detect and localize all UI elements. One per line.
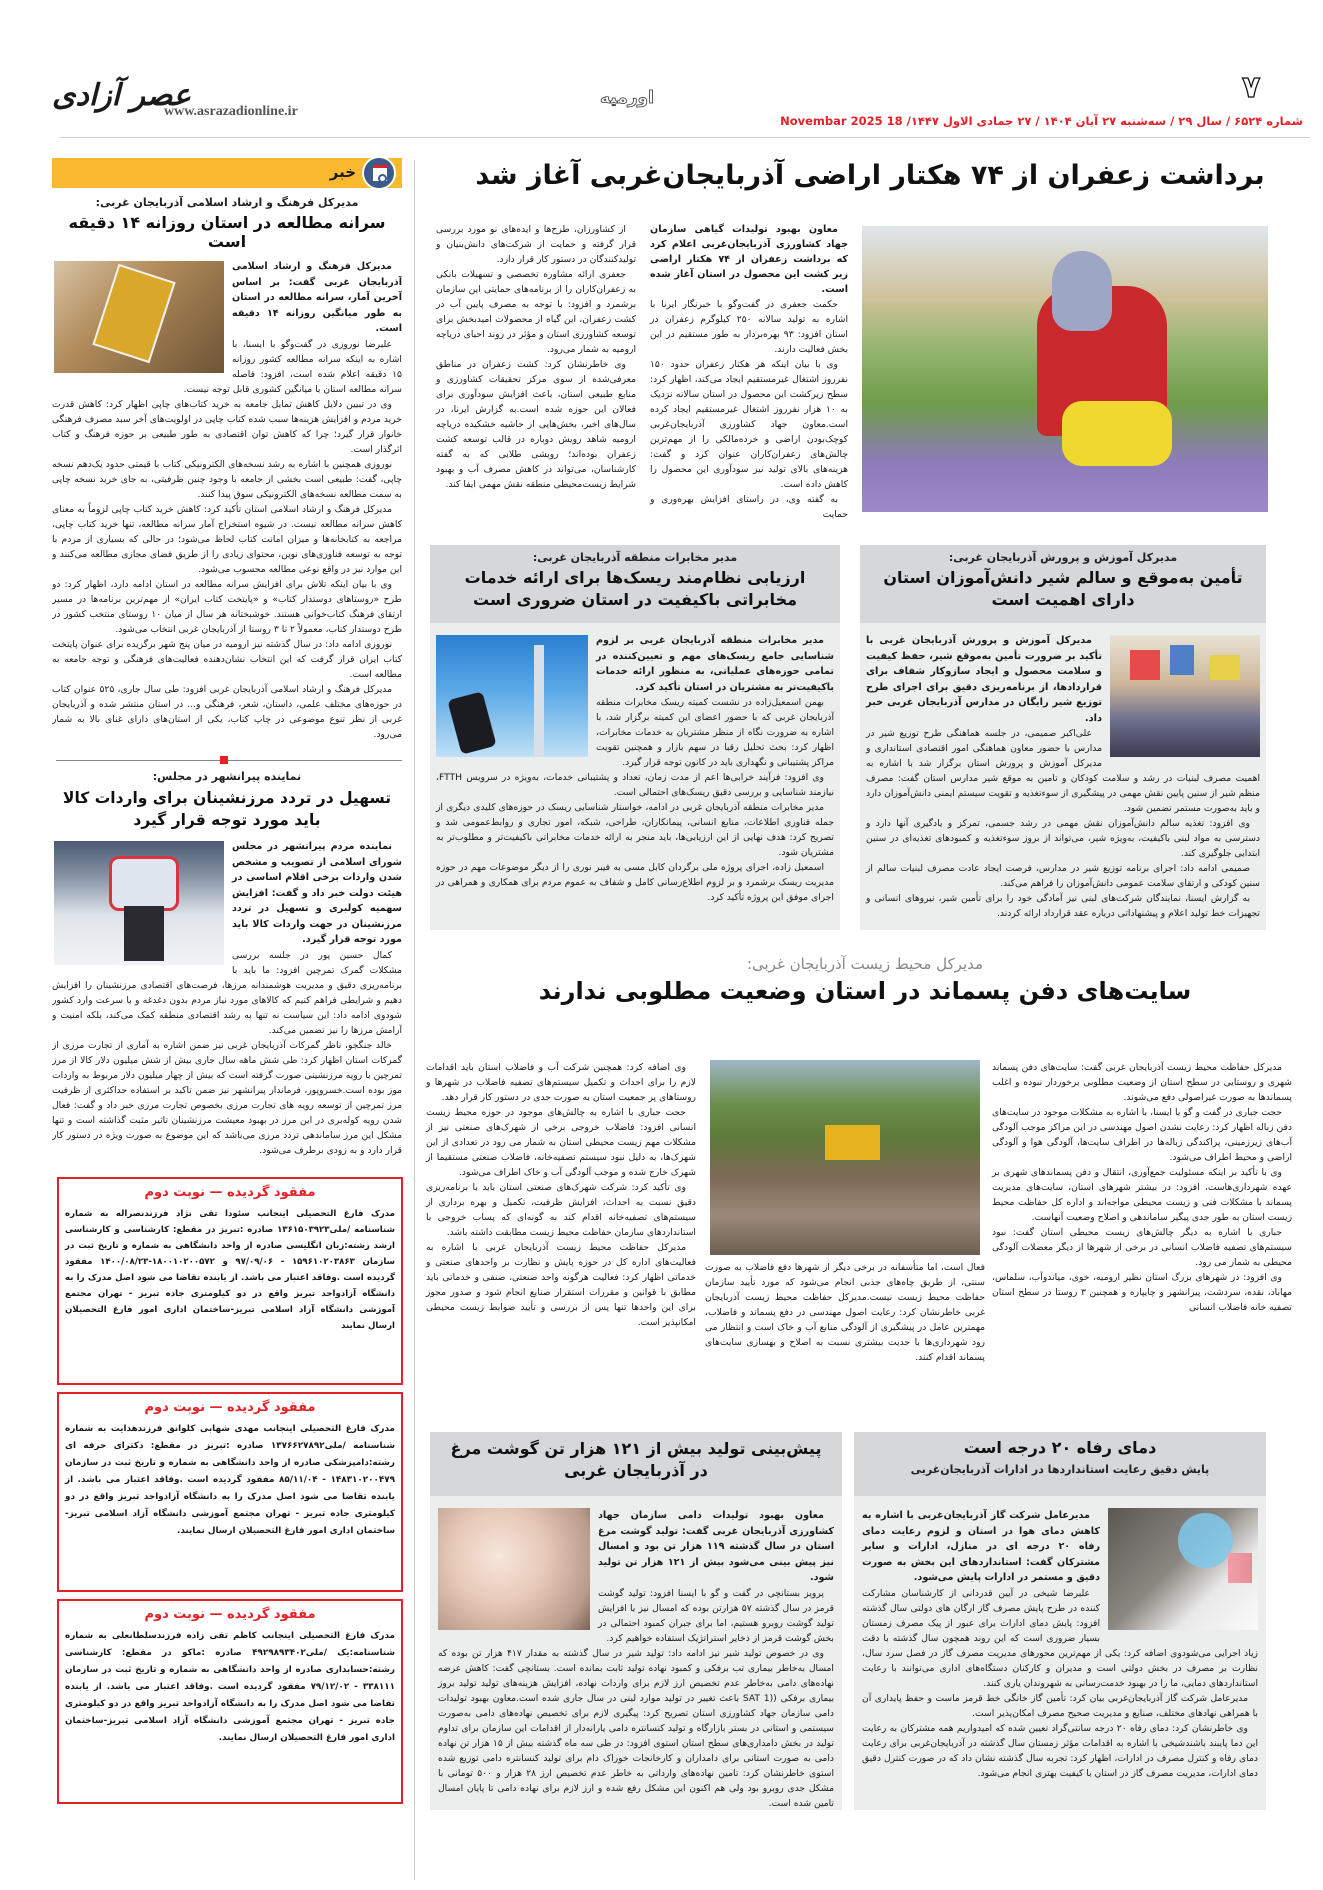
waste-article (420, 955, 1310, 1415)
ad-text: مدرک فارغ التحصیلی اینجانب سئودا تقی نژاد فرزندنصراله به شماره شناسنامه /ملی۱۳۶۱۵۰۳۹۲۳ صادره :تبریز در مقطع: کارشناسی و کارشناسی ارشد رشته:زبان انگلیسی صادره از واحد دانشگاهی به شماره و تاریخ ثبت در سازمان ۱۵۹۶۱۰۲۰۳۸۶۳ - ۹۷/۰۹/۰۶ و ۱۸۰۰۱۰۲۰۰۵۷۲-۱۴۰۰/۰۸/۲۳ مفقود گردیده است .وفاقد اعتبار می باشد. از یابنده تقاضا می شود اصل مدرک را به دانشگاه آزادواحد تبریز واقع در دو کیلومتری جاده تبریز - تهران مجتمع آموزشی دانشگاه آزاد اسلامی تبریز-ساختمان اداری امور فارغ التحصیلان ارسال نمایند (65, 1209, 395, 1331)
reading-paragraph: نوروزی همچنین با اشاره به رشد نسخه‌های الکترونیکی کتاب با قیمتی حدود یک‌دهم نسخه چاپی، گفت: طبیعی است بخشی از جامعه با وجود چنین ظرفیتی، به جای خرید نسخه چاپی به سمت مطالعه نسخه‌های الکترونیکی سوق پیدا کنند. (52, 458, 402, 500)
website-url[interactable]: www.asrazadionline.ir (164, 104, 298, 119)
section-title: اورمیه (600, 88, 654, 108)
lost-document-ad (57, 1392, 403, 1592)
milk-article (860, 545, 1266, 930)
heating-body (854, 1496, 1266, 1781)
milk-lead: مدیرکل آموزش و پرورش آذربایجان غربی با تأکید بر ضرورت تأمین به‌موقع شیر، حفظ کیفیت و سلامت محصول و ایجاد سازوکار شفاف برای قراردادها، از برنامه‌ریزی دقیق برای اجرای طرح توزیع شیر رایگان در مدارس آذربایجان غربی خبر داد. (866, 635, 1102, 724)
border-kicker: نماینده پیرانشهر در مجلس: (152, 770, 302, 783)
milk-header (860, 545, 1266, 623)
milk-body (860, 623, 1266, 921)
waste-paragraph: وی با تأکید بر اینکه مسئولیت جمع‌آوری، انتقال و دفن پسماندهای شهری بر عهده شهرداری‌هاست، افزود: در بیشتر شهرهای استان، سایت‌های مدیریت پسماند با مشکلات فنی و زیست محیطی مواجه‌اند و اداره کل حفاظت محیط زیست استان به طور جدی پیگیر ساماندهی و اصلاح وضعیت آنهاست. (992, 1167, 1292, 1223)
saffron-photo (862, 226, 1268, 512)
heating-subhead: پایش دقیق رعایت استانداردها در ادارات آذربایجان‌غربی (910, 1463, 1210, 1476)
news-band (52, 158, 402, 188)
ad-text: مدرک فارغ التحصیلی اینجانب کاظم تقی زاده فرزندسلطانعلی به شماره شناسنامه:یک /ملی۴۹۲۹۸۹۳۴۰۲ صادره :ماکو در مقطع: کارشناسی رشته:حسابداری صادره از واحد دانشگاهی به شماره و تاریخ ثبت در سازمان ۳۳۸۱۱۱ - ۷۹/۱۲/۰۲ مفقود گردیده است .وفاقد اعتبار می باشد. از یابنده تقاضا می شود اصل مدرک را به دانشگاه آزادواحد تبریز واقع در دو کیلومتری جاده تبریز - تهران مجتمع آموزشی دانشگاه آزاد اسلامی تبریز-ساختمان اداری امور فارغ التحصیلان ارسال نمایند. (65, 1631, 395, 1743)
border-paragraph: کمال حسین پور در جلسه بررسی مشکلات گمرک تمرچین افزود: ما باید با برنامه‌ریزی دقیق و مدیریت هوشمندانه مرزها، فرصت‌های اقتصادی مرزنشینان را افزایش دهیم و شرایطی فراهم کنیم که کالاهای مورد نیاز مردم بدون دغدغه و با سرعت وارد کشور شودوی ادامه داد: این سیاست نه تنها به رشد اقتصادی منطقه کمک می‌کند، بلکه امنیت و آرامش مرزها را نیز تضمین می‌کند. (52, 949, 402, 1036)
saffron-lead: معاون بهبود تولیدات گیاهی سازمان جهاد کشاورزی آذربایجان‌غربی اعلام کرد که برداشت زعفران از ۷۴ هکتار اراضی زیر کشت این محصول در استان آغاز شده است. (650, 224, 848, 295)
waste-paragraph: حجت جباری در گفت و گو با ایسنا، با اشاره به مشکلات موجود در سایت‌های دفن زباله اظهار کرد: رعایت نشدن اصول مهندسی در این مراکز موجب آلودگی آب‌های زیرزمینی، پراکندگی زباله‌ها در اطراف سایت‌ها، آلودگی هوا و آلودگی اراضی و محیط اطراف می‌شود. (992, 1107, 1292, 1163)
reading-paragraph: مدیرکل فرهنگ و ارشاد اسلامی استان تأکید کرد: کاهش خرید کتاب چاپی لزوماً به معنای کاهش سرانه مطالعه نیست. در شیوه استخراج آمار سرانه مطالعه، تنها خرید کتاب چاپی، مراجعه به کتابخانه‌ها و میزان امانت کتاب لحاظ می‌شود؛ در حالی که بسیاری از مردم با توجه به توسعه فناوری‌های نوین، محتوای زیادی را از طریق فضای مجازی مطالعه می‌کنند و این موارد نیز در واقع نوعی مطالعه محسوب می‌شود. (52, 503, 402, 575)
chicken-photo (438, 1508, 590, 1630)
heating-paragraph: علیرضا شیخی در آیین قدردانی از کارشناسان مشارکت کننده در طرح پایش مصرف گاز ارگان های دولتی سال گذشته افزود: پایش دمای ادارات برای عبور از پیک مصرف زمستان بسیار ضروری است که این روند همچون سال گذشته با دقت زیاد اجرایی می‌شودوی اضافه کرد: یکی از مهم‌ترین محورهای مدیریت مصرف گاز در فصل سرد سال، نظارت بر مصرف در بخش دولتی است و مدیران و کارکنان دستگاه‌های اداری می‌توانند با رعایت استانداردهای دمایی، ما را در بهبود خدمت‌رسانی به شهروندان یاری کنند. (862, 1587, 1258, 1689)
poultry-headline: پیش‌بینی تولید بیش از ۱۲۱ هزار تن گوشت مرغ در آذربایجان غربی (450, 1439, 822, 1480)
waste-col-right (992, 1060, 1292, 1315)
waste-paragraph: وی افزود: در شهرهای بزرگ استان نظیر ارومیه، خوی، میاندوآب، سلماس، مهاباد، نقده، سردشت، پیرانشهر و چایپاره و همچنین ۳ روستا در سطح استان تصفیه خانه فاضلاب انسانی (992, 1272, 1292, 1313)
poultry-paragraph: وی در خصوص تولید شیر نیز ادامه داد: تولید شیر در سال گذشته به مقدار ۴۱۷ هزار تن بوده که امسال به‌خاطر بیماری تب برفکی و کمبود نهاده تولید ثابت بمانده است. بستانچی گفت: کاهش عرضه نهاده‌های دامی به‌خاطر عدم تخصیص ارز لازم برای واردات نهاده، افزایش هزینه‌های تولید تولید بروز بیماری برفکی ((SAT 1 باعث تغییر در تولید موارد لبنی در سال جاری شده است.معاون بهبود تولیدات دامی سازمان جهاد کشاورزی استان تصریح کرد: پیگیری لازم برای تخصیص نهاده‌های دامی به‌صورت سیستمی و استانی در بستر بازارگاه و تولید کنسانتره دامی یارانه‌دار از اقدامات این سازمان برای تداوم تولید در بخش دامداری‌های سطح استان استوی افزود: در طی سه ماه گذشته بیش از ۱۵ هزار تن نهاده دامی به صورت استانی برای دامداران و کارخانجات خوراک دام برای تولید کنسانتره دامی توزیع شده استوی خاطرنشان کرد: تامین نهاده‌های وارداتی به خاطر عدم تخصیص ارز ۲۸ هزار و ۵۰۰ تومانی با مشکل جدی روبرو بود ولی هم اکنون این مشکل رفع شده و ارز لازم برای نهاده دامی تا پایان امسال تامین شده است. (438, 1647, 835, 1809)
milk-headline: تأمین به‌موقع و سالم شیر دانش‌آموزان استان دارای اهمیت است (883, 568, 1243, 609)
telecom-article (430, 545, 840, 930)
ad-title: مفقود گردیده — نوبت دوم (101, 1185, 358, 1200)
poultry-header (430, 1432, 842, 1496)
heating-header (854, 1432, 1266, 1496)
lost-document-ad (57, 1599, 403, 1804)
waste-kicker: مدیرکل محیط زیست آذربایجان غربی: (746, 955, 984, 973)
radiator-photo (1108, 1508, 1258, 1630)
saffron-paragraph: وی با بیان اینکه هر هکتار زعفران حدود ۱۵۰ نفرروز اشتغال غیرمستقیم ایجاد می‌کند، اظهار کرد: سطح زیرکشت این محصول در استان سالانه نزدیک به ۱۰ هزار نفرروز اشتغال غیرمستقیم ایجاد کرده است.معاون جهاد کشاورزی آذربایجان‌غربی کوچک‌بودن اراضی و خرده‌مالکی را از مهم‌ترین چالش‌های زعفران‌کاران عنوان کرد و گفت: هزینه‌های بالای تولید نیز سودآوری این محصول را کاهش داده است. (650, 359, 848, 490)
telecom-lead: مدیر مخابرات منطقه آذربایجان غربی بر لزوم شناسایی جامع ریسک‌های مهم و تعیین‌کننده در تمامی حوزه‌های عملیاتی، به منظور ارائه خدمات باکیفیت‌تر به مشتریان در استان تأکید کرد. (596, 635, 834, 693)
milk-paragraph: به گزارش ایسنا، نمایندگان شرکت‌های لبنی نیز آمادگی خود را برای تأمین شیر، نیروهای انسانی و تجهیزات خط تولید اعلام و پیشنهاداتی درباره عقد قرارداد ارائه کردند. (866, 893, 1260, 919)
waste-col-left (426, 1060, 696, 1330)
heating-paragraph: مدیرعامل شرکت گاز آذربایجان‌غربی بیان کرد: تأمین گاز خانگی خط قرمز ماست و حفظ پایداری آن با همراهی نهادهای مختلف، صنایع و مدیریت صحیح مصرف امکان‌پذیر است. (862, 1692, 1258, 1719)
border-article (52, 770, 402, 1170)
saffron-paragraph: به گفته وی، در راستای افزایش بهره‌وری و حمایت (650, 494, 848, 520)
section-marker (220, 756, 228, 764)
telecom-paragraph: وی افزود: فرآیند خرابی‌ها اعم از مدت زمان، تعداد و پشتیبانی خدمات، به‌ویژه در سرویس FTTH، نیازمند شناسایی و بررسی دقیق ریسک‌های احتمالی است. (436, 772, 834, 798)
ad-text: مدرک فارغ التحصیلی اینجانب مهدی شهابی کلوانق فرزندهدایت به شماره شناسنامه /ملی۱۳۷۶۶۲۷۸۹۲ صادره :تبریز در مقطع: دکترای حرفه ای رشته:دامپزشکی صادره از واحد دانشگاهی به شماره و تاریخ ثبت در سازمان ۱۴۸۳۱۰۲۰۰۴۷۹ - ۸۵/۱۱/۰۴ مفقود گردیده است .وفاقد اعتبار می باشد. از یابنده تقاضا می شود اصل مدرک را به دانشگاه آزادواحد تبریز واقع در دو کیلومتری جاده تبریز - تهران مجتمع آموزشی دانشگاه آزاد اسلامی تبریز-ساختمان اداری امور فارغ التحصیلان ارسال نمایند. (65, 1424, 395, 1536)
telecom-kicker: مدیر مخابرات منطقه آذربایجان غربی: (532, 551, 738, 564)
telecom-headline: ارزیابی نظام‌مند ریسک‌ها برای ارائه خدمات مخابراتی باکیفیت در استان ضروری است (464, 568, 806, 609)
reading-paragraph: نوروزی ادامه داد: در سال گذشته نیز ارومیه در میان پنج شهر برگزیده برای عنوان پایتخت کتاب ایران قرار گرفت که این انتخاب نشان‌دهنده فعالیت‌های فرهنگی و توجه جامعه به مطالعه است. (52, 638, 402, 680)
landfill-photo (710, 1060, 980, 1255)
waste-paragraph: مدیرکل حفاظت محیط زیست آذربایجان غربی گفت: سایت‌های دفن پسماند شهری و روستایی در سطح استان از وضعیت مطلوبی برخوردار نبوده و اغلب پسماندها به صورت غیراصولی دفع می‌شوند. (992, 1062, 1292, 1103)
waste-paragraph: وی اضافه کرد: همچنین شرکت آب و فاضلاب استان باید اقدامات لازم را برای احداث و تکمیل سیستم‌های تصفیه فاضلاب در شهرها و روستاهای پر جمعیت استان به صورت جدی در دستور کار قرار دهد. (426, 1062, 696, 1103)
reading-kicker: مدیرکل فرهنگ و ارشاد اسلامی آذربایجان غربی: (95, 196, 359, 209)
waste-headline: سایت‌های دفن پسماند در استان وضعیت مطلوبی ندارند (538, 977, 1192, 1005)
masthead-divider (60, 137, 1310, 138)
saffron-paragraph: جعفری ارائه مشاوره تخصصی و تسهیلات بانکی به زعفران‌کاران را از برنامه‌های حمایتی این سازمان برشمرد و افزود: با توجه به مصرف پایین آب در کشت زعفران، این گیاه از محصولات امیدبخش برای توسعه کشاورزی استان و مؤثر در روند احیای دریاچه ارومیه به شمار می‌رود. (436, 269, 636, 355)
milk-photo (1110, 635, 1260, 757)
saffron-col1 (650, 222, 848, 522)
milk-paragraph: علی‌اکبر صمیمی، در جلسه هماهنگی طرح توزیع شیر در مدارس با حضور معاون هماهنگی امور اقتصادی استانداری و مدیرکل آموزش و پرورش استان برگزار شد با اشاره به اهمیت مصرف لبنیات در رشد و سلامت کودکان و تامین به موقع شیر مدارس استان گفت: مصرف منظم شیر از سنین پایین نقش مهمی در پیشگیری از سوءتغذیه و تقویت سیستم ایمنی دانش‌آموزان دارد و باید به‌صورت مستمر تضمین شود. (866, 728, 1260, 814)
border-lead: نماینده مردم پیرانشهر در مجلس شورای اسلامی از تصویب و مشخص شدن واردات برخی اقلام اساسی در هیئت دولت خبر داد و گفت: افزایش سهمیه کولبری و تسهیل در تردد مرزنشینان در جهت واردات کالا باید مورد توجه قرار گیرد. (232, 841, 402, 945)
reading-paragraph: علیرضا نوروزی در گفت‌وگو با ایسنا، با اشاره به اینکه سرانه مطالعه کشور روزانه ۱۵ دقیقه اعلام شده است، افزود: فاصله سرانه مطالعه استان با میانگین کشوری قابل توجه نیست. (183, 338, 402, 395)
telecom-body (430, 623, 840, 905)
telecom-paragraph: مدیر مخابرات منطقه آذربایجان غربی در ادامه، خواستار شناسایی ریسک در حوزه‌های کلیدی دیگری از جمله فناوری اطلاعات، منابع انسانی، پیمانکاران، طراحی، شبکه، امور تجاری و روابط‌عمومی شد و تصریح کرد: هدف نهایی از این ارزیابی‌ها، باید منجر به ارائه خدمات مخابراتی باکیفیت‌تر و مطلوب‌تر به مشتریان شود. (436, 802, 834, 858)
column-divider (414, 160, 415, 1880)
telecom-paragraph: اسمعیل زاده، اجرای پروژه ملی برگردان کابل مسی به فیبر نوری را از دیگر موضوعات مهم در حوزه مدیریت ریسک برشمرد و بر لزوم اطلاع‌رسانی کامل و شفاف به عموم مردم برای همکاری و همراهی در اجرای موفق این پروژه تأکید کرد. (436, 862, 834, 903)
reading-article (52, 196, 402, 751)
saffron-paragraph: از کشاورزان، طرح‌ها و ایده‌های نو مورد بررسی قرار گرفته و حمایت از شرکت‌های دانش‌بنیان و تولیدکنندگان در دستور کار قرار دارد. (436, 224, 636, 265)
news-band-label: خبر (329, 163, 356, 181)
border-paragraph: خالد جنگجو، ناظر گمرکات آذربایجان غربی نیز ضمن اشاره به آماری از تجارت مرزی از گمرکات استان اظهار کرد: طی شش ماهه سال جاری بیش از شش میلیون دلار کالا از مرز تمرچین با رویه مرزنشینی صورت گرفته است که بیش از چهار میلیون دلار مربوط به واردات موز بوده است.خسروپور، فرماندار پیرانشهر نیز ضمن تاکید بر استفاده حداکثری از ظرفیت مرز تمرچین از توسعه رویه های تجارت مرزی بخصوص تجارت مرزی خبر داد و گفت: فعال شدن رویه کوله‌بری در این مرز در بهبود معیشت مرزنشینان تاثیر مثبت گذاشته است و تنها مشکل این مرز ساماندهی تردد مرزی می‌باشد که این موضوع به صورت ویژه در دستور کار قرار دارد و به زودی برطرف می‌شود. (52, 1039, 402, 1156)
waste-paragraph: مدیرکل حفاظت محیط زیست آذربایجان غربی با اشاره به فعالیت‌های اداره کل در حوزه پایش و نظارت بر واحدهای صنعتی و خدماتی اظهار کرد: فعالیت هرگونه واحد صنعتی، صنفی و خدماتی باید مطابق با قوانین و مقررات استقرار صنایع انجام شود و صدور مجوز برای این واحدها تنها پس از بررسی و تأیید ضوابط زیست محیطی امکانپذیر است. (426, 1242, 696, 1328)
saffron-article (430, 150, 1310, 540)
heating-lead: مدیرعامل شرکت گاز آذربایجان‌غربی با اشاره به کاهش دمای هوا در استان و لزوم رعایت دمای رفاه ۲۰ درجه ای در منازل، ادارات و سایر مشترکان گفت: استانداردهای این بخش به صورت دقیق و مستمر در ادارات پایش می‌شود. (862, 1510, 1100, 1583)
masthead (0, 0, 1323, 140)
waste-paragraph: حجت جباری با اشاره به چالش‌های موجود در حوزه محیط زیست انسانی افزود: فاضلاب خروجی برخی از شهرک‌های صنعتی نیز از مشکلات مهم زیست محیطی استان به شمار می رود در تعدادی از این شهرک‌ها، به دلیل نبود سیستم تصفیه‌خانه، فاضلاب صنعتی مستقیما از شهرک خارج شده و موجب آلودگی آب و خاک اطراف می‌شود. (426, 1107, 696, 1178)
poultry-article (430, 1432, 842, 1810)
saffron-paragraph: حکمت جعفری در گفت‌وگو با خبرنگار ایرنا با اشاره به تولید سالانه ۲۵۰ کیلوگرم زعفران در استان افزود: ۹۳ بهره‌بردار به طور مستقیم در این بخش فعالیت دارند. (650, 299, 848, 355)
section-divider (56, 760, 402, 761)
heating-headline: دمای رفاه ۲۰ درجه است (963, 1438, 1157, 1457)
milk-paragraph: صمیمی ادامه داد: اجرای برنامه توزیع شیر در مدارس، فرصت ایجاد عادت مصرف لبنیات سالم از سنین کودکی و ارتقای سلامت عمومی دانش‌آموزان را فراهم می‌کند. (866, 863, 1260, 889)
border-porter-photo (54, 841, 224, 965)
poultry-lead: معاون بهبود تولیدات دامی سازمان جهاد کشاورزی آذربایجان غربی گفت: تولید گوشت مرغ استان در سال گذشته ۱۱۹ هزار تن بود و امسال نیز پیش بینی می‌شود بیش از ۱۲۱ هزار تن تولید شود. (598, 1510, 834, 1583)
telecom-header (430, 545, 840, 623)
waste-paragraph: فعال است، اما متأسفانه در برخی دیگر از شهرها دفع فاضلاب به صورت سنتی، از طریق چاه‌های جذبی انجام می‌شود که مورد تأیید سازمان حفاظت محیط زیست نیست.مدیرکل حفاظت محیط زیست آذربایجان غربی خاطرنشان کرد: رعایت اصول مهندسی در دفع پسماند و فاضلاب، مهمترین عامل در پیشگیری از آلودگی منابع آب و خاک است و انتظار می رود شهرداری‌ها با جدیت بیشتری نسبت به اصلاح و بهسازی سایت‌های پسماند اقدام کنند. (705, 1262, 985, 1363)
page-number: ۷ (1242, 70, 1261, 105)
reading-lead: مدیرکل فرهنگ و ارشاد اسلامی آذربایجان غربی گفت: بر اساس آخرین آمار، سرانه مطالعه در استان به طور میانگین روزانه ۱۴ دقیقه است. (232, 261, 402, 334)
poultry-paragraph: پرویز بستانچی در گفت و گو با ایسنا افزود: تولید گوشت قرمز در سال گذشته ۵۷ هزارتن بوده که امسال نیز با افزایش تولید گوشت روبرو هستیم، اما برای جبران کمبود احتمالی در بخش گوشت قرمز از ذخایر استراتژیک استفاده خواهیم کرد. (598, 1587, 834, 1644)
newspaper-logo: عصر آزادی (52, 78, 191, 113)
reading-paragraph: وی در تبیین دلایل کاهش تمایل جامعه به خرید کتاب‌های چاپی اظهار کرد: کاهش قدرت خرید مردم و افزایش هزینه‌ها سبب شده کتاب چاپی در اولویت‌های آخر سبد مصرف فرهنگی خانوار قرار گیرد؛ چرا که کاهش توان اقتصادی به طور طبیعی بر حوزه فرهنگ و کتاب اثرگذار است. (52, 398, 402, 455)
lost-document-ad (57, 1177, 403, 1385)
telecom-photo (436, 635, 588, 757)
saffron-paragraph: وی خاطرنشان کرد: کشت زعفران در مناطق معرفی‌شده از سوی مرکز تحقیقات کشاورزی و منابع طبیعی استان، باعث افزایش سودآوری برای فعالان این حوزه شده است.به گزارش ایرنا، در سال‌های اخیر، بخش‌هایی از حاشیه خشکیده دریاچه ارومیه شاهد رویش دوباره در قالب توسعه کشت زعفران بوده‌اند؛ رویشی طلایی که به گفته کارشناسان، می‌تواند در کاهش مصرف آب و بهبود شرایط زیست‌محیطی منطقه نقش مهمی ایفا کند. (436, 359, 636, 490)
milk-kicker: مدیرکل آموزش و پرورش آذربایجان غربی: (948, 551, 1178, 564)
saffron-headline: برداشت زعفران از ۷۴ هکتار اراضی آذربایجان‌غربی آغاز شد (475, 160, 1265, 191)
waste-col-mid (705, 1260, 985, 1365)
waste-paragraph: وی تأکید کرد: شرکت شهرک‌های صنعتی استان باید با برنامه‌ریزی دقیق نسبت به احداث، افزایش ظرفیت، تکمیل و بهره برداری از سیستم‌های تصفیه‌خانه اقدام کند به گونه‌ای که پساب خروجی با استانداردهای سازمان حفاظت محیط زیست مطابقت داشته باشد. (426, 1182, 696, 1238)
reading-paragraph: مدیرکل فرهنگ و ارشاد اسلامی آذربایجان غربی افزود: طی سال جاری، ۵۲۵ عنوان کتاب در حوزه‌های مختلف علمی، داستان، شعر، فرهنگی و... در استان منتشر شده و آذربایجان غربی از نظر تنوع موضوعی در چاپ کتاب، یکی از استان‌های دارای غنای بالا به شمار می‌رود. (52, 683, 402, 740)
waste-paragraph: جباری با اشاره به دیگر چالش‌های زیست محیطی استان گفت: نبود سیستم‌های تصفیه فاضلاب انسانی در برخی از شهرها از دیگر معضلات آلودگی محیطی به شمار می رود. (992, 1227, 1292, 1268)
border-headline: تسهیل در تردد مرزنشینان برای واردات کالا باید مورد توجه قرار گیرد (62, 789, 392, 829)
reading-paragraph: وی با بیان اینکه تلاش برای افزایش سرانه مطالعه در استان ادامه دارد، اظهار کرد: دو طرح «روستاهای دوستدار کتاب» و «پایتخت کتاب ایران» از مهم‌ترین برنامه‌ها در مسیر ارتقای فرهنگ کتاب‌خوانی هستند. خوشبختانه هر سال از میان ۱۰ روستای منتخب کشور در طرح دوستدار کتاب، معمولاً ۲ تا ۳ روستا از آذربایجان غربی انتخاب می‌شود. (52, 578, 402, 635)
saffron-col2 (436, 222, 636, 492)
ad-title: مفقود گردیده — نوبت دوم (101, 1607, 358, 1622)
reading-headline: سرانه مطالعه در استان روزانه ۱۴ دقیقه است (68, 213, 386, 251)
ad-title: مفقود گردیده — نوبت دوم (101, 1400, 358, 1415)
newspaper-magnifier-icon (362, 156, 396, 190)
milk-paragraph: وی افزود: تغذیه سالم دانش‌آموزان نقش مهمی در رشد جسمی، تمرکز و یادگیری آنها دارد و دسترسی به مواد لبنی باکیفیت، به‌ویژه شیر، می‌تواند از بروز سوءتغذیه و کمبودهای تغذیه‌ای در سنین ابتدایی جلوگیری کند. (866, 818, 1260, 859)
telecom-paragraph: بهمن اسمعیل‌زاده در نشست کمیته ریسک مخابرات منطقه آذربایجان غربی که با حضور اعضای این کمیته برگزار شد، با اشاره به ضرورت نگاه از منظر مشتریان به خدمات مخابرات، اظهار کرد: بحث تحلیل رقبا در سهم بازار و همچنین تقویت مراکز پشتیبانی و نگهداری باید در کانون توجه قرار گیرد. (596, 697, 834, 768)
issue-line: شماره ۶۵۲۴ / سال ۲۹ / سه‌شنبه ۲۷ آبان ۱۴۰۴ / ۲۷ جمادی الاول ۱۴۴۷/ 18 Novembar 2025 (780, 114, 1303, 128)
heating-article (854, 1432, 1266, 1810)
heating-paragraph: وی خاطرنشان کرد: دمای رفاه ۲۰ درجه سانتی‌گراد تعیین شده که امیدواریم همه مشترکان به رعایت این دما پایبند باشندشیخی با اشاره به اقدامات مؤثر زمستان سال گذشته در آذربایجان‌غربی برای رعایت دمای رفاه و کنترل مصرف در ادارات، اظهار کرد: تجربه سال گذشته نشان داد که در صورت کنترل دقیق دمای ادارات، مدیریت مصرف گاز در استان با کیفیت بهتری انجام می‌شود. (862, 1722, 1258, 1779)
book-photo (54, 261, 224, 373)
poultry-body (430, 1496, 842, 1810)
